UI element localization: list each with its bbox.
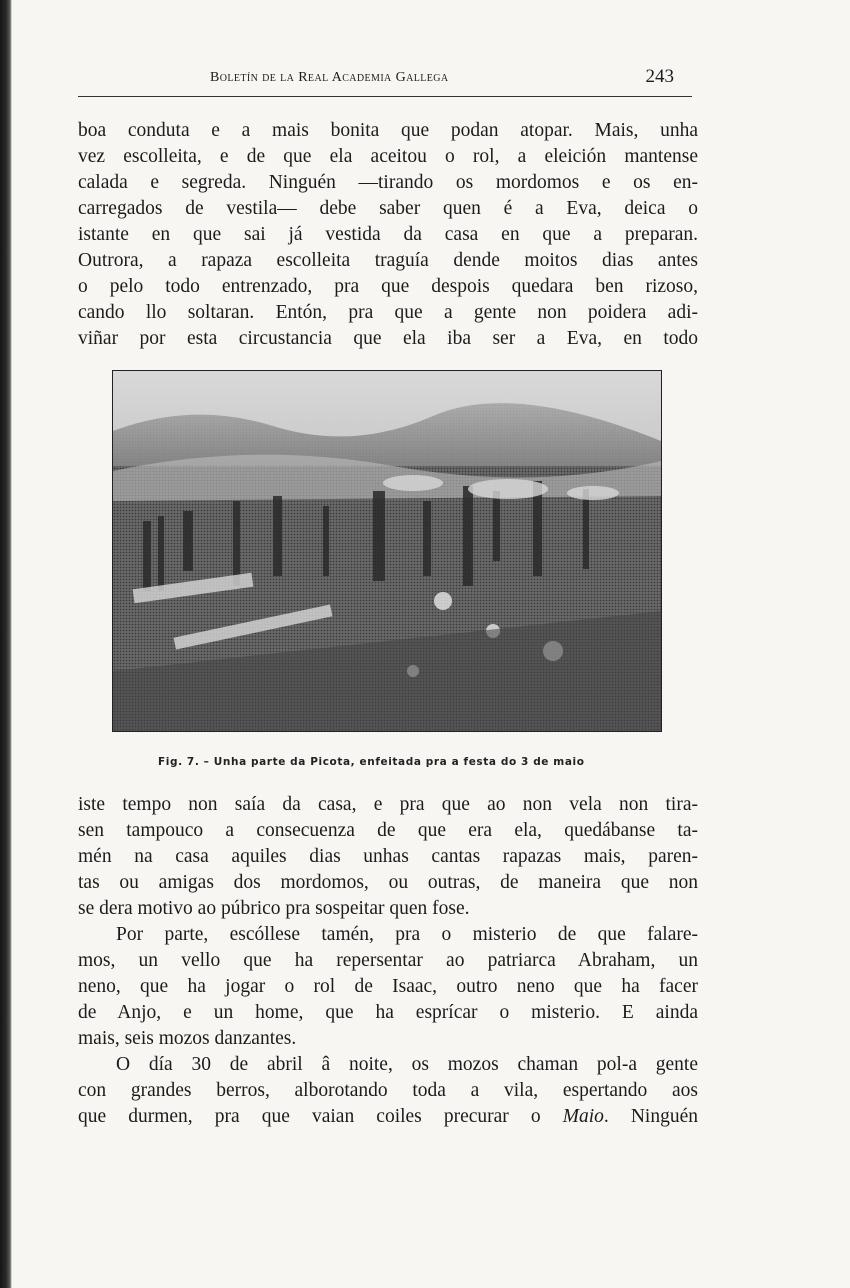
emphasis-maio: Maio [562,1106,604,1127]
text-line: mais, seis mozos danzantes. [78,1028,297,1049]
text-run: que durmen, pra que vaian coiles precurar o [78,1106,563,1127]
book-spine-shadow [0,0,12,1288]
figure-photo-picota [112,370,662,732]
text-line: con grandes berros, alborotando toda a vila, espertando aos [78,1080,698,1101]
figure-caption: Fig. 7. – Unha parte da Picota, enfeitada pra a festa do 3 de maio [158,756,585,768]
text-run: . Ninguén [603,1106,699,1127]
text-line: tas ou amigas dos mordomos, ou outras, de maneira que non [78,872,698,893]
text-line: boa conduta e a mais bonita que podan atopar. Mais, unha [78,120,698,141]
text-line: carregados de vestila— debe saber quen é a Eva, deica o [78,198,698,219]
text-line: Outrora, a rapaza escolleita traguía dende moitos dias antes [78,250,698,271]
text-line: o pelo todo entrenzado, pra que despois quedara ben rizoso, [78,276,698,297]
text-block-top [78,118,698,352]
text-block-bottom [78,792,698,1130]
text-line: O día 30 de abril â noite, os mozos chaman pol-a gente [116,1054,698,1075]
paragraph-2 [78,922,698,1052]
text-line: se dera motivo ao púbrico pra sospeitar quen fose. [78,898,470,919]
text-line: neno, que ha jogar o rol de Isaac, outro neno que ha facer [78,976,698,997]
text-line: istante en que sai já vestida da casa en que a preparan. [78,224,698,245]
paragraph-1 [78,792,698,922]
text-line-mixed [78,1104,698,1130]
text-line: Por parte, escóllese tamén, pra o misterio de que falare- [116,924,698,945]
text-line: vez escolleita, e de que ela aceitou o rol, a eleición mantense [78,146,698,167]
page-number: 243 [645,66,674,87]
text-line: de Anjo, e un home, que ha esprícar o misterio. E ainda [78,1002,698,1023]
text-line: calada e segreda. Ninguén —tirando os mordomos e os en- [78,172,698,193]
text-line: iste tempo non saía da casa, e pra que ao non vela non tira- [78,794,698,815]
paragraph-3 [78,1052,698,1130]
page-header [78,62,692,97]
text-line: viñar por esta circustancia que ela iba ser a Eva, en todo [78,328,698,349]
paragraph-top [78,118,698,352]
text-line: cando llo soltaran. Entón, pra que a gente non poidera adi- [78,302,698,323]
text-line: mos, un vello que ha repersentar ao patriarca Abraham, un [78,950,698,971]
text-line: sen tampouco a consecuenza de que era ela, quedábanse ta- [78,820,698,841]
text-line: mén na casa aquiles dias unhas cantas rapazas mais, paren- [78,846,698,867]
running-title: Boletín de la Real Academia Gallega [210,70,449,85]
